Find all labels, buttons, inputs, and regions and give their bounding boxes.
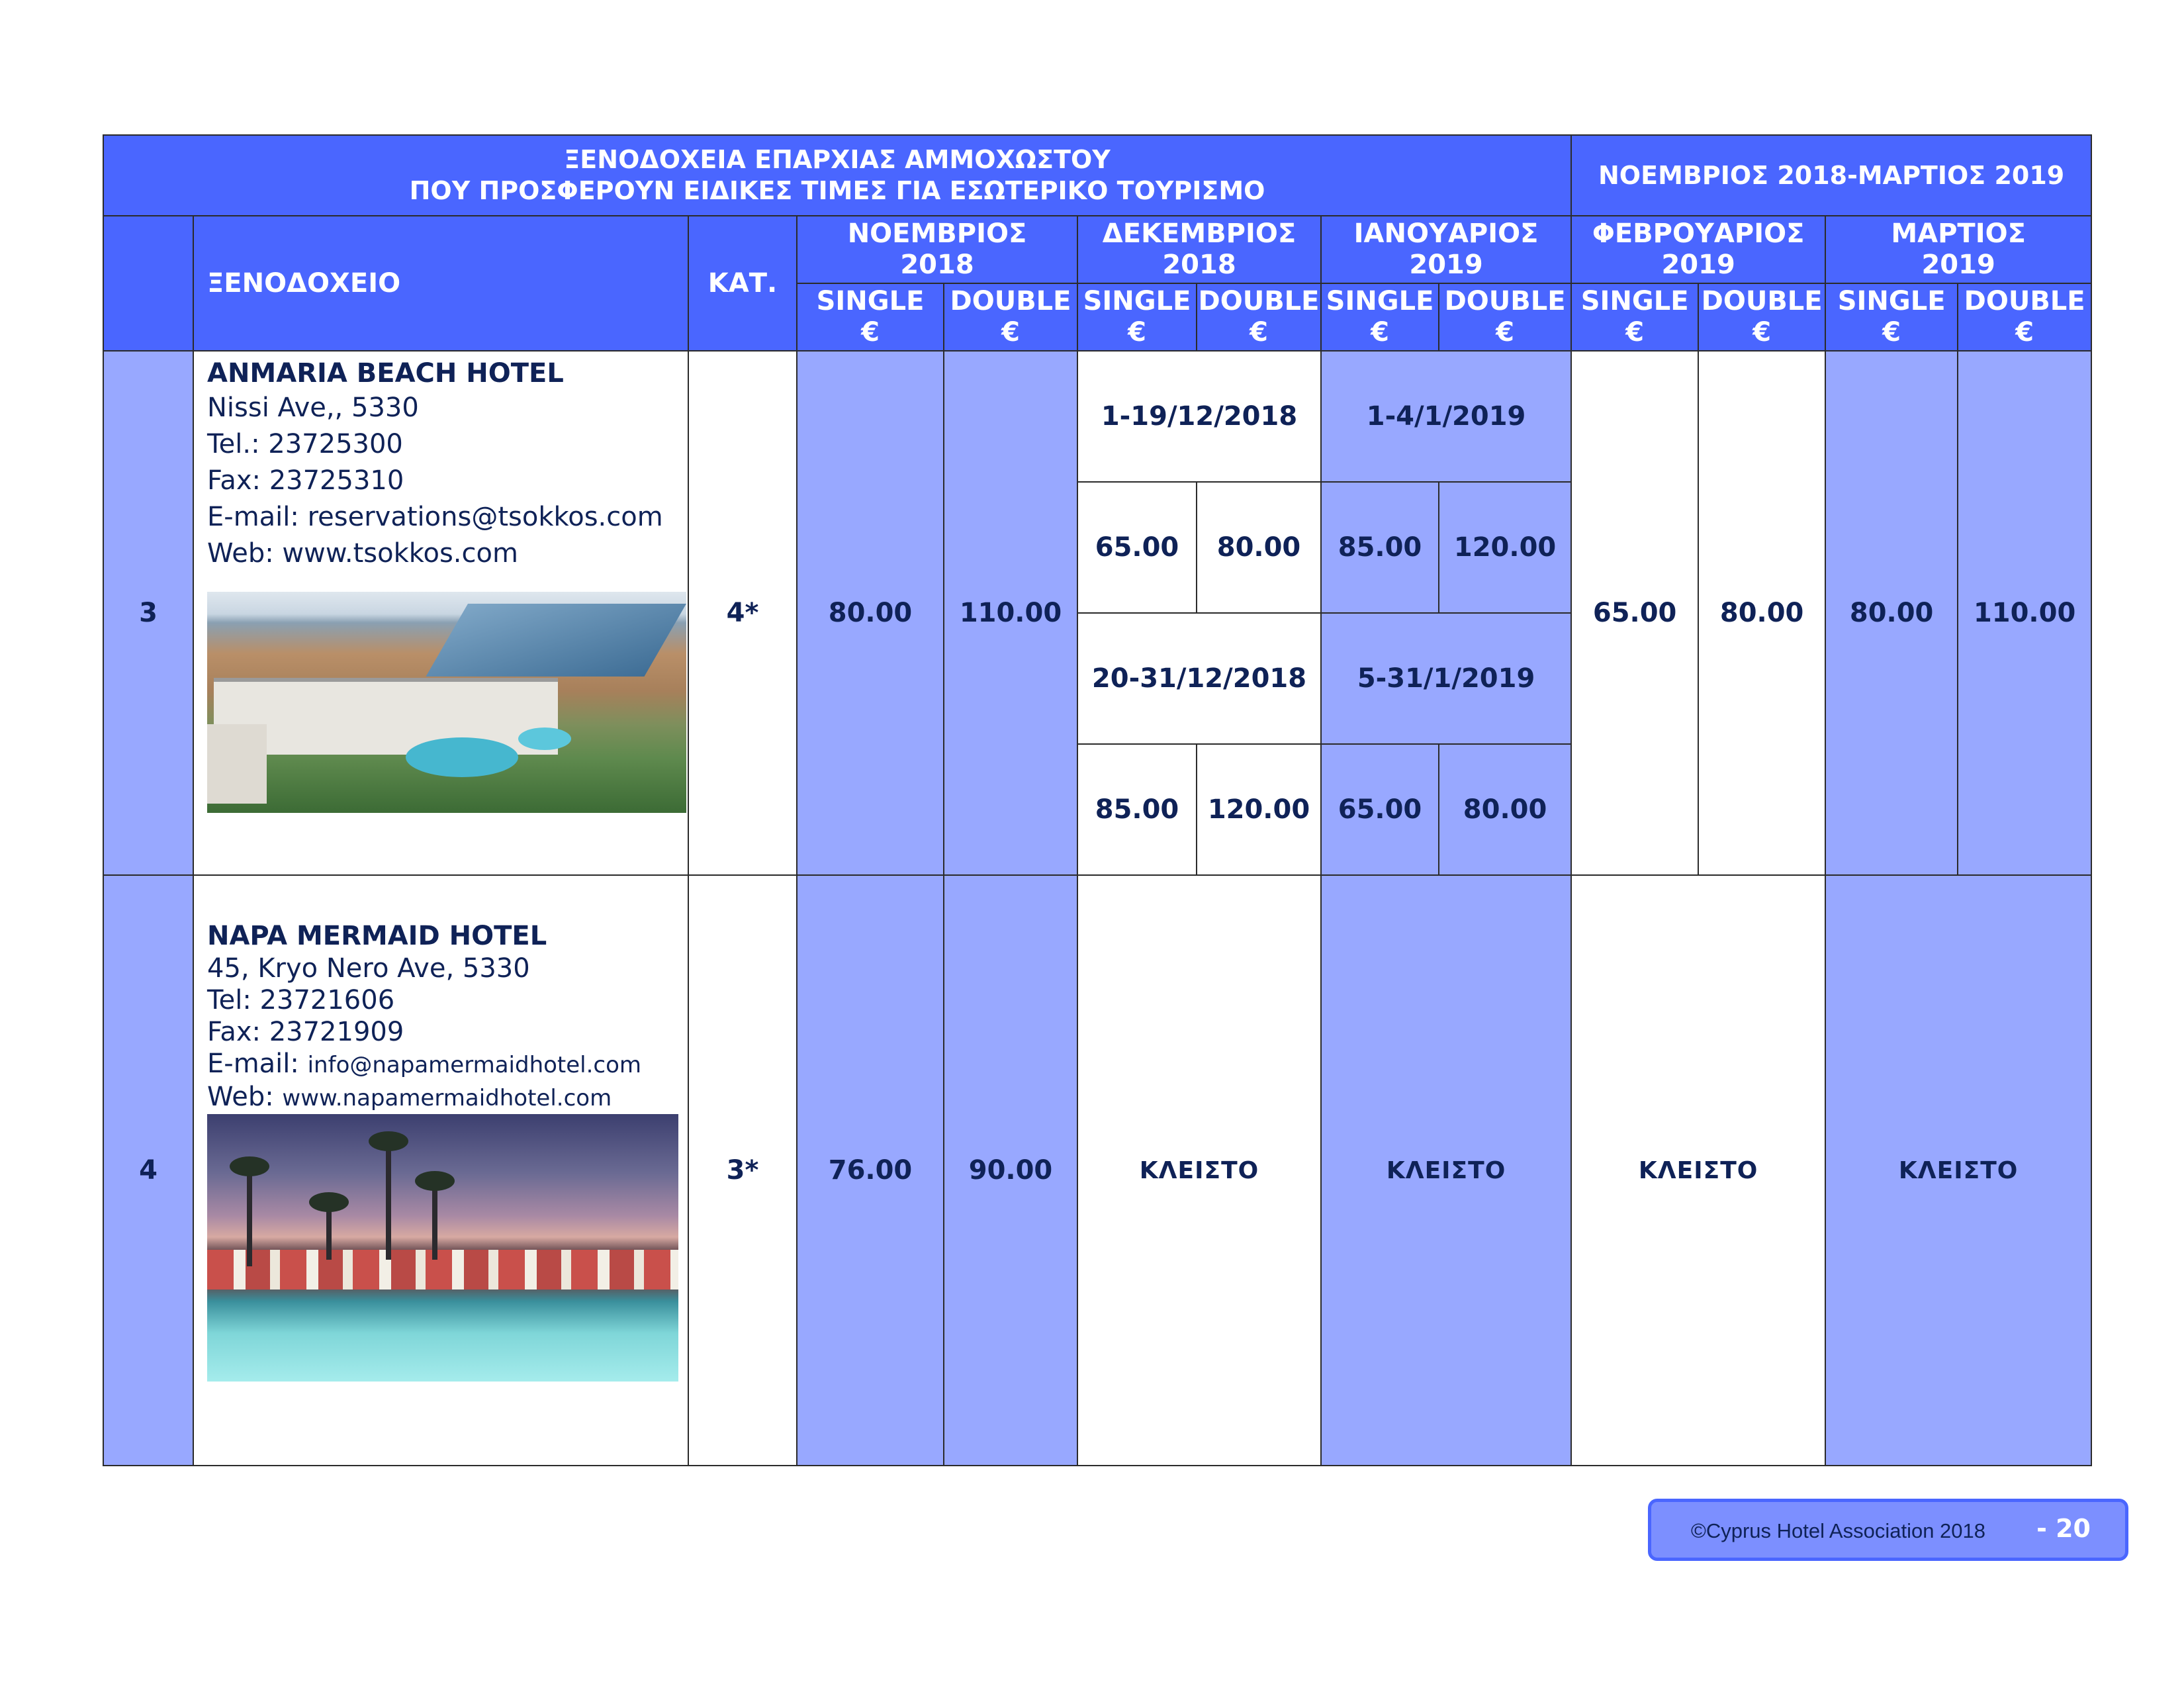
hotel-tel: Tel: 23721606 [207, 985, 395, 1015]
single-header: SINGLE € [1571, 283, 1698, 351]
hotel-name: NAPA MERMAID HOTEL [207, 921, 547, 951]
double-header: DOUBLE € [944, 283, 1077, 351]
double-header: DOUBLE € [1698, 283, 1825, 351]
double-header: DOUBLE € [1197, 283, 1321, 351]
month-header-feb: ΦΕΒΡΟΥΑΡΙΟΣ 2019 [1571, 216, 1825, 283]
mar-single-price: 80.00 [1825, 351, 1958, 875]
dec-period-2: 20-31/12/2018 [1077, 613, 1321, 744]
nov-single-price: 80.00 [797, 351, 944, 875]
period-header: ΝΟΕΜΒΡΙΟΣ 2018-ΜΑΡΤΙΟΣ 2019 [1571, 135, 2091, 216]
hotel-web: Web: www.napamermaidhotel.com [207, 1082, 612, 1112]
dec-p2-double-price: 120.00 [1197, 744, 1321, 875]
copyright-text: ©Cyprus Hotel Association 2018 [1691, 1519, 1986, 1542]
jan-p2-double-price: 80.00 [1439, 744, 1571, 875]
hotel-address: 45, Kryo Nero Ave, 5330 [207, 953, 530, 984]
nov-single-price: 76.00 [797, 875, 944, 1466]
double-header: DOUBLE € [1958, 283, 2091, 351]
title-row [103, 135, 2091, 216]
hotel-photo [207, 592, 686, 813]
hotel-fax: Fax: 23721909 [207, 1017, 404, 1047]
hotel-name: ANMARIA BEACH HOTEL [207, 358, 564, 389]
dec-closed: ΚΛΕΙΣΤΟ [1077, 875, 1321, 1466]
single-header: SINGLE € [1077, 283, 1197, 351]
dec-period-1: 1-19/12/2018 [1077, 351, 1321, 482]
dec-p1-double-price: 80.00 [1197, 482, 1321, 613]
table-row [103, 351, 2091, 482]
hotel-photo [207, 1114, 678, 1382]
hotel-number: 3 [103, 351, 193, 875]
feb-single-price: 65.00 [1571, 351, 1698, 875]
footer-badge [1648, 1499, 2128, 1561]
jan-period-1: 1-4/1/2019 [1321, 351, 1571, 482]
hotel-number: 4 [103, 875, 193, 1466]
jan-p1-double-price: 120.00 [1439, 482, 1571, 613]
mar-double-price: 110.00 [1958, 351, 2091, 875]
hotel-email: E-mail: info@napamermaidhotel.com [207, 1049, 642, 1079]
hotel-tel: Tel.: 23725300 [207, 429, 403, 459]
dec-p2-single-price: 85.00 [1077, 744, 1197, 875]
hotel-web: Web: www.tsokkos.com [207, 538, 518, 569]
double-header: DOUBLE € [1439, 283, 1571, 351]
single-header: SINGLE € [1321, 283, 1439, 351]
number-col-header [103, 216, 193, 351]
dec-p1-single-price: 65.00 [1077, 482, 1197, 613]
category-col-header: ΚΑΤ. [688, 216, 797, 351]
month-header-row [103, 216, 2091, 283]
month-header-mar: ΜΑΡΤΙΟΣ 2019 [1825, 216, 2091, 283]
hotel-fax: Fax: 23725310 [207, 465, 404, 496]
table-title [103, 135, 1571, 216]
title-line-1: ΞΕΝΟΔΟΧΕΙΑ ΕΠΑΡΧΙΑΣ ΑΜΜΟΧΩΣΤΟΥ [564, 145, 1111, 174]
hotel-category: 3* [688, 875, 797, 1466]
hotel-rates-table [103, 134, 2092, 1466]
jan-p1-single-price: 85.00 [1321, 482, 1439, 613]
jan-p2-single-price: 65.00 [1321, 744, 1439, 875]
hotel-info [193, 351, 688, 875]
hotel-category: 4* [688, 351, 797, 875]
month-header-nov: ΝΟΕΜΒΡΙΟΣ 2018 [797, 216, 1077, 283]
single-header: SINGLE € [1825, 283, 1958, 351]
jan-period-2: 5-31/1/2019 [1321, 613, 1571, 744]
feb-double-price: 80.00 [1698, 351, 1825, 875]
nov-double-price: 110.00 [944, 351, 1077, 875]
nov-double-price: 90.00 [944, 875, 1077, 1466]
page-number: - 20 [2036, 1514, 2091, 1543]
hotel-col-header: ΞΕΝΟΔΟΧΕΙΟ [193, 216, 688, 351]
single-header: SINGLE € [797, 283, 944, 351]
feb-closed: ΚΛΕΙΣΤΟ [1571, 875, 1825, 1466]
hotel-address: Nissi Ave,, 5330 [207, 393, 419, 423]
title-line-2: ΠΟΥ ΠΡΟΣΦΕΡΟΥΝ ΕΙΔΙΚΕΣ ΤΙΜΕΣ ΓΙΑ ΕΣΩΤΕΡΙΚΟ ΤΟΥΡΙΣΜΟ [409, 176, 1265, 205]
month-header-dec: ΔΕΚΕΜΒΡΙΟΣ 2018 [1077, 216, 1321, 283]
jan-closed: ΚΛΕΙΣΤΟ [1321, 875, 1571, 1466]
hotel-info [193, 875, 688, 1466]
hotel-email: E-mail: reservations@tsokkos.com [207, 502, 663, 532]
mar-closed: ΚΛΕΙΣΤΟ [1825, 875, 2091, 1466]
month-header-jan: ΙΑΝΟΥΑΡΙΟΣ 2019 [1321, 216, 1571, 283]
table-row [103, 875, 2091, 1466]
